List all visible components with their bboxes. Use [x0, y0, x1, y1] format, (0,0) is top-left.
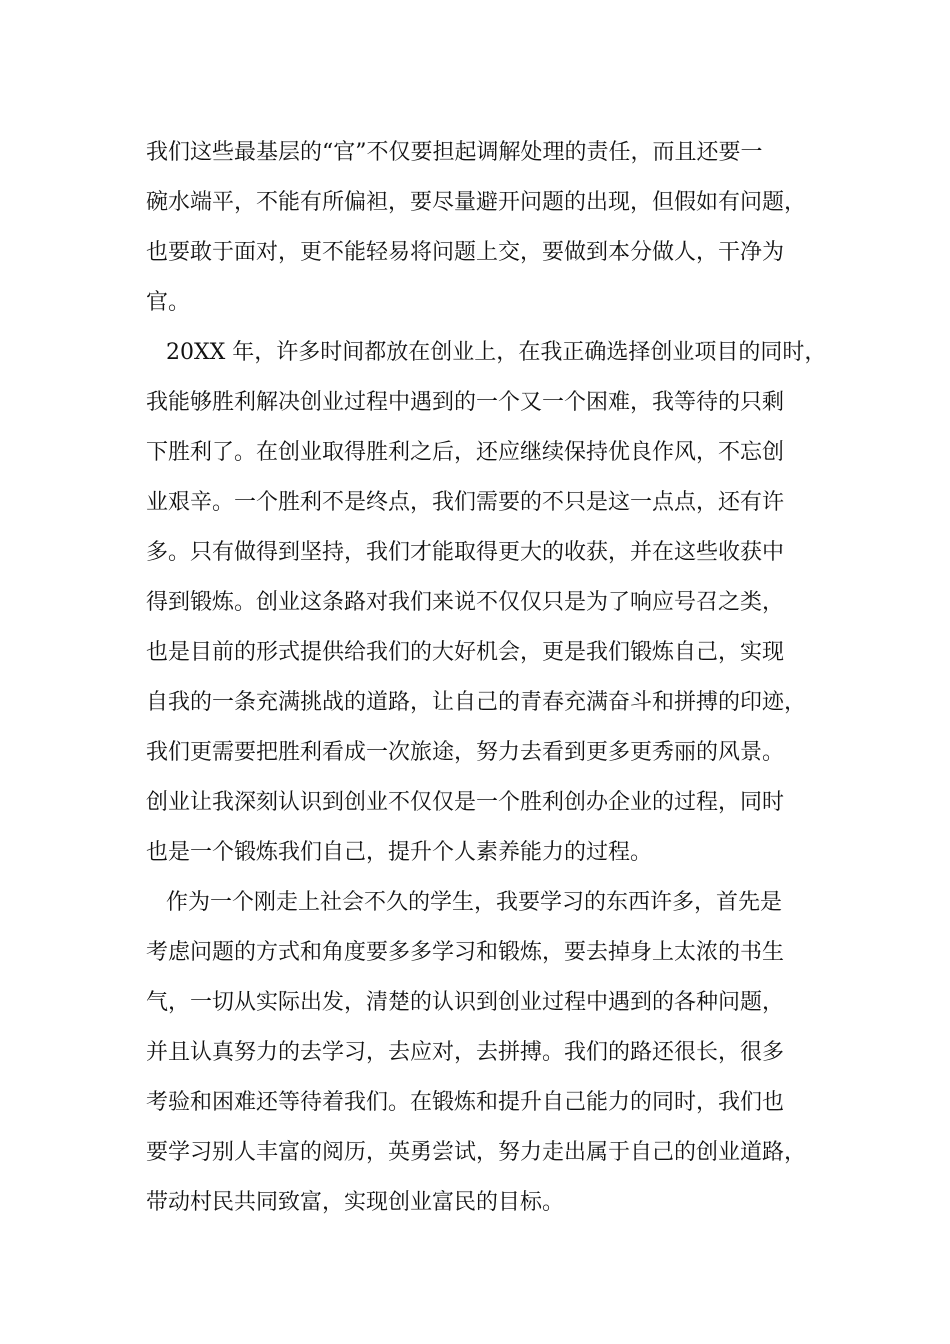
text-line: 要学习别人丰富的阅历，英勇尝试，努力走出属于自己的创业道路， [146, 1140, 807, 1165]
text-line: 带动村民共同致富，实现创业富民的目标。 [146, 1190, 565, 1215]
text-line: 也是一个锻炼我们自己，提升个人素养能力的过程。 [146, 840, 653, 865]
text-line: 业艰辛。一个胜利不是终点，我们需要的不只是这一点点，还有许 [146, 490, 785, 515]
paragraph-1 [146, 128, 824, 328]
document-body [146, 128, 827, 1228]
text-line: 我能够胜利解决创业过程中遇到的一个又一个困难，我等待的只剩 [146, 390, 785, 415]
text-line: 我们这些最基层的“官”不仅要担起调解处理的责任，而且还要一 [146, 140, 763, 165]
text-line: 也是目前的形式提供给我们的大好机会，更是我们锻炼自己，实现 [146, 640, 785, 665]
paragraph-2 [146, 328, 827, 878]
text-line: 作为一个刚走上社会不久的学生，我要学习的东西许多，首先是 [166, 890, 783, 915]
text-line: 考虑问题的方式和角度要多多学习和锻炼，要去掉身上太浓的书生 [146, 940, 785, 965]
text-line: 碗水端平，不能有所偏袒，要尽量避开问题的出现，但假如有问题， [146, 190, 807, 215]
text-line: 自我的一条充满挑战的道路，让自己的青春充满奋斗和拼搏的印迹， [146, 690, 807, 715]
text-line: 得到锻炼。创业这条路对我们来说不仅仅只是为了响应号召之类， [146, 590, 785, 615]
text-line: 创业让我深刻认识到创业不仅仅是一个胜利创办企业的过程，同时 [146, 790, 785, 815]
text-line: 我们更需要把胜利看成一次旅途，努力去看到更多更秀丽的风景。 [146, 740, 785, 765]
text-line: 并且认真努力的去学习，去应对，去拼搏。我们的路还很长，很多 [146, 1040, 785, 1065]
text-line: 多。只有做得到坚持，我们才能取得更大的收获，并在这些收获中 [146, 540, 785, 565]
text-line: 考验和困难还等待着我们。在锻炼和提升自己能力的同时，我们也 [146, 1090, 785, 1115]
text-line: 20XX 年，许多时间都放在创业上，在我正确选择创业项目的同时， [166, 340, 827, 365]
paragraph-3 [146, 878, 824, 1228]
text-line: 下胜利了。在创业取得胜利之后，还应继续保持优良作风，不忘创 [146, 440, 785, 465]
text-line: 气，一切从实际出发，清楚的认识到创业过程中遇到的各种问题， [146, 990, 785, 1015]
text-line: 官。 [146, 290, 191, 315]
text-line: 也要敢于面对，更不能轻易将问题上交，要做到本分做人，干净为 [146, 240, 785, 265]
